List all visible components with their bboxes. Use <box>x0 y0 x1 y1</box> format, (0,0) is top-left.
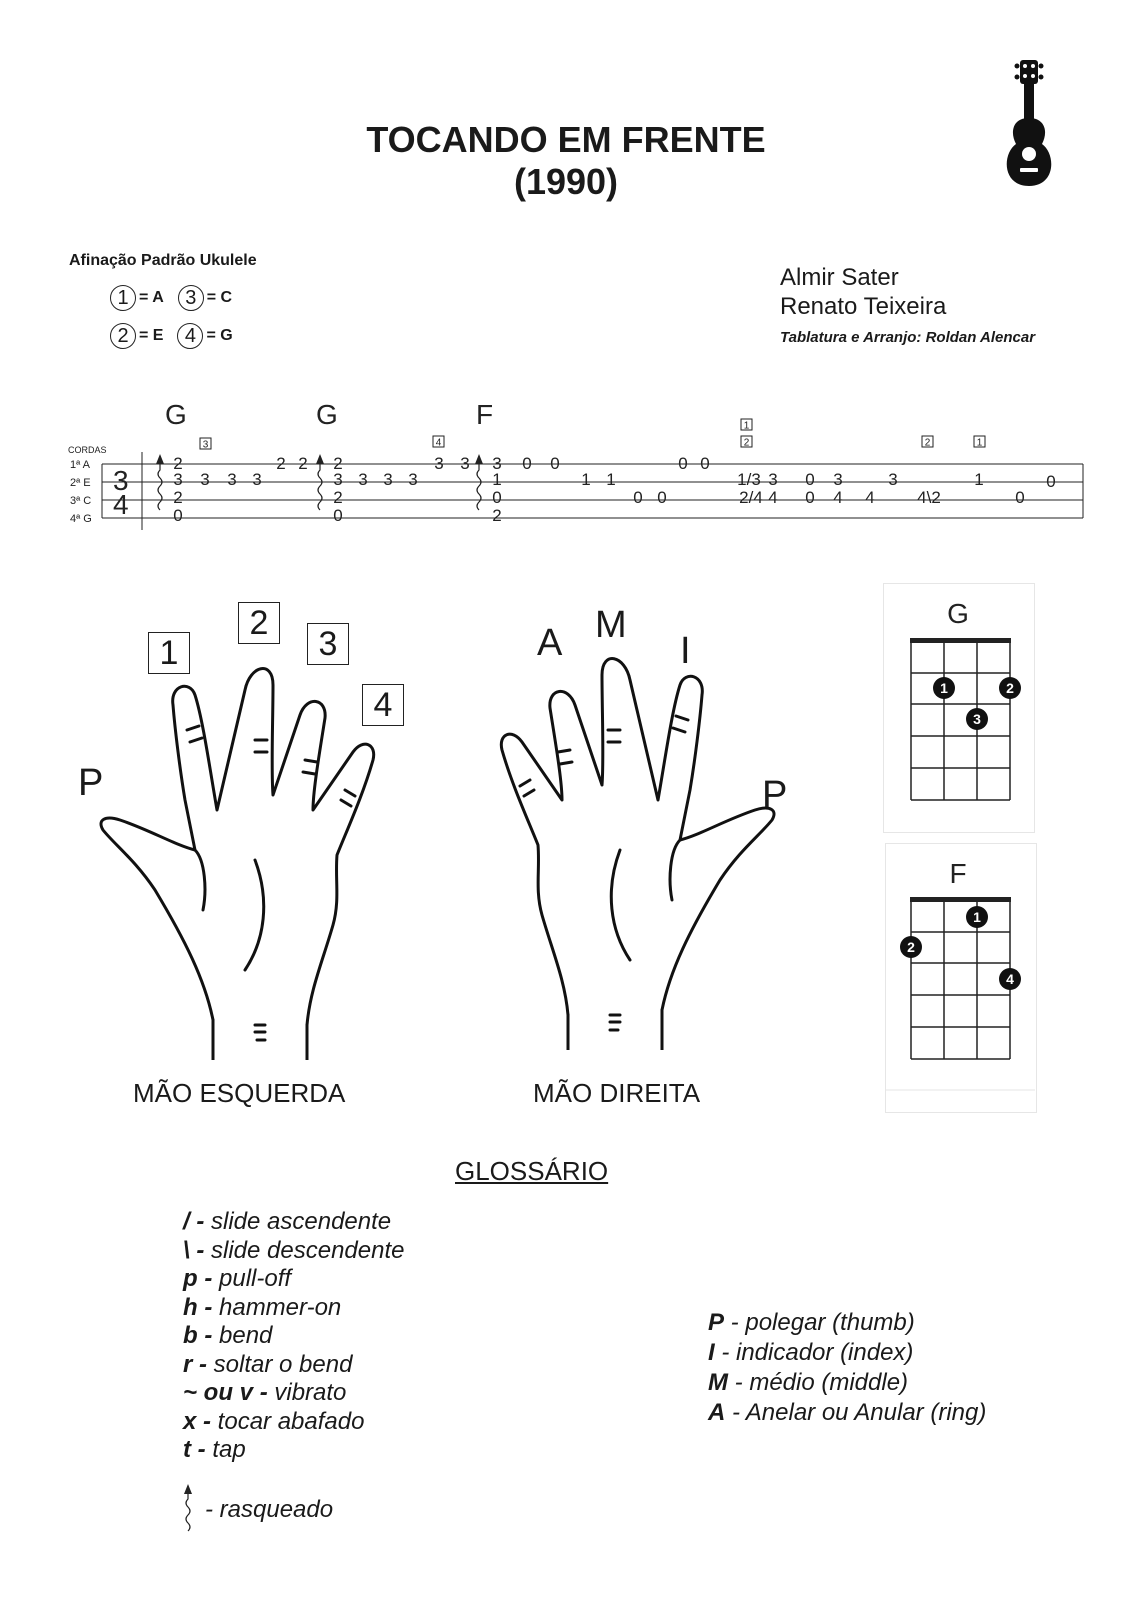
tablature <box>0 395 1132 535</box>
chord-dot: 1 <box>940 680 948 696</box>
tab-chord: G <box>316 399 338 430</box>
string-label: 1ª A <box>70 459 90 471</box>
time-sig-bottom: 4 <box>113 489 129 520</box>
tab-number: 0 <box>700 454 710 473</box>
tuning-row-1 <box>110 285 246 311</box>
chord-name: F <box>949 858 967 889</box>
string-label: 4ª G <box>70 513 92 525</box>
tab-number: 2 <box>276 454 286 473</box>
tab-number: 2 <box>492 506 502 525</box>
right-finger-i: I <box>680 630 691 672</box>
tab-number: 3 <box>768 470 778 489</box>
tab-number: 0 <box>1046 472 1056 491</box>
finger-legend-item: P - polegar (thumb) <box>708 1309 915 1336</box>
tab-number: 0 <box>678 454 688 473</box>
tab-number: 0 <box>492 488 502 507</box>
tab-chord: G <box>165 399 187 430</box>
tab-number: 4 <box>833 488 843 507</box>
glossary-item: r - soltar o bend <box>183 1350 353 1378</box>
left-hand-icon <box>95 660 395 1060</box>
tab-number: 4\2 <box>917 488 941 507</box>
tab-number: 3 <box>252 470 262 489</box>
string-number: 2 <box>110 323 136 349</box>
tab-number: 1/3 <box>737 470 761 489</box>
tab-number: 0 <box>550 454 560 473</box>
composer-1: Almir Sater <box>780 264 899 291</box>
right-hand-icon <box>480 650 780 1050</box>
tab-number: 0 <box>805 470 815 489</box>
left-hand-caption: MÃO ESQUERDA <box>133 1078 346 1108</box>
rasqueado-label: - rasqueado <box>205 1496 334 1523</box>
string-label: 3ª C <box>70 495 92 507</box>
tab-number: 4 <box>865 488 875 507</box>
tab-number: 2 <box>333 488 343 507</box>
tab-number: 1 <box>492 470 502 489</box>
chord-name: G <box>947 598 969 629</box>
song-title: TOCANDO EM FRENTE <box>366 119 766 160</box>
finger-legend-item: I - indicador (index) <box>708 1339 914 1366</box>
glossary-item: p - pull-off <box>183 1265 292 1292</box>
tab-number: 3 <box>434 454 444 473</box>
finger-box-label: 2 <box>743 437 750 449</box>
chord-diagram-g <box>883 583 1033 831</box>
tab-number: 2/4 <box>739 488 763 507</box>
tab-number: 1 <box>974 470 984 489</box>
tab-number: 0 <box>1015 488 1025 507</box>
tab-number: 3 <box>833 470 843 489</box>
tab-number: 4 <box>768 488 778 507</box>
glossary-item: ~ ou v - vibrato <box>183 1379 347 1406</box>
tab-number: 3 <box>333 470 343 489</box>
composer-2: Renato Teixeira <box>780 293 947 320</box>
tab-number: 2 <box>298 454 308 473</box>
rasqueado-arrow-icon <box>180 1484 196 1532</box>
string-note: = A <box>139 289 164 306</box>
tab-number: 0 <box>173 506 183 525</box>
glossary-list <box>183 1208 404 1465</box>
tab-chord: F <box>476 399 494 430</box>
finger-legend <box>708 1308 986 1428</box>
tab-number: 2 <box>333 454 343 473</box>
chord-dot: 3 <box>973 711 981 727</box>
tab-number: 0 <box>522 454 532 473</box>
string-label: 2ª E <box>70 477 91 489</box>
glossary-title: GLOSSÁRIO <box>455 1156 609 1186</box>
finger-legend-item: A - Anelar ou Anular (ring) <box>708 1399 987 1426</box>
tab-number: 3 <box>408 470 418 489</box>
tuning-row-2 <box>110 323 247 349</box>
finger-box-label: 1 <box>976 437 983 449</box>
finger-box-label: 1 <box>743 420 750 432</box>
arranger-credit: Tablatura e Arranjo: Roldan Alencar <box>780 329 1036 346</box>
left-finger-2: 2 <box>238 602 280 644</box>
tab-number: 0 <box>805 488 815 507</box>
ukulele-icon <box>1000 58 1060 190</box>
finger-box-label: 2 <box>924 437 931 449</box>
chord-diagram-f <box>885 843 1035 1111</box>
left-thumb-label: P <box>78 762 104 804</box>
tab-number: 3 <box>888 470 898 489</box>
glossary-item: x - tocar abafado <box>183 1407 365 1435</box>
left-finger-4: 4 <box>362 684 404 726</box>
finger-legend-item: M - médio (middle) <box>708 1369 909 1396</box>
string-note: = E <box>139 327 164 344</box>
time-sig-top: 3 <box>113 465 129 496</box>
tab-number: 1 <box>581 470 591 489</box>
cordas-label: CORDAS <box>68 445 107 455</box>
tab-number: 2 <box>173 488 183 507</box>
tab-number: 3 <box>200 470 210 489</box>
chord-dot: 1 <box>973 909 981 925</box>
left-finger-1: 1 <box>148 632 190 674</box>
glossary-item: / - slide ascendente <box>183 1208 392 1235</box>
finger-box-label: 3 <box>202 439 209 451</box>
tab-number: 3 <box>492 454 502 473</box>
tuning-heading: Afinação Padrão Ukulele <box>69 252 257 269</box>
chord-dot: 4 <box>1006 971 1014 987</box>
tab-number: 0 <box>333 506 343 525</box>
right-finger-m: M <box>595 604 627 646</box>
glossary-item: \ - slide descendente <box>183 1236 405 1264</box>
tab-number: 3 <box>173 470 183 489</box>
chord-dot: 2 <box>907 939 915 955</box>
string-number: 1 <box>110 285 136 311</box>
left-finger-3: 3 <box>307 623 349 665</box>
chord-dot: 2 <box>1006 680 1014 696</box>
tab-number: 3 <box>460 454 470 473</box>
string-number: 4 <box>177 323 203 349</box>
glossary-item: b - bend <box>183 1322 273 1349</box>
tab-number: 3 <box>227 470 237 489</box>
finger-box-label: 4 <box>435 437 442 449</box>
string-note: = C <box>206 289 233 306</box>
tab-number: 0 <box>657 488 667 507</box>
tab-number: 1 <box>606 470 616 489</box>
tab-number: 0 <box>633 488 643 507</box>
glossary-item: h - hammer-on <box>183 1293 342 1321</box>
tab-number: 3 <box>358 470 368 489</box>
right-thumb-label: P <box>762 774 788 816</box>
song-year: (1990) <box>513 161 619 202</box>
right-hand-caption: MÃO DIREITA <box>533 1078 701 1108</box>
string-number: 3 <box>178 285 204 311</box>
string-note: = G <box>206 327 233 344</box>
right-finger-a: A <box>537 622 563 664</box>
glossary-item: t - tap <box>183 1436 246 1463</box>
tab-number: 2 <box>173 454 183 473</box>
tab-number: 3 <box>383 470 393 489</box>
